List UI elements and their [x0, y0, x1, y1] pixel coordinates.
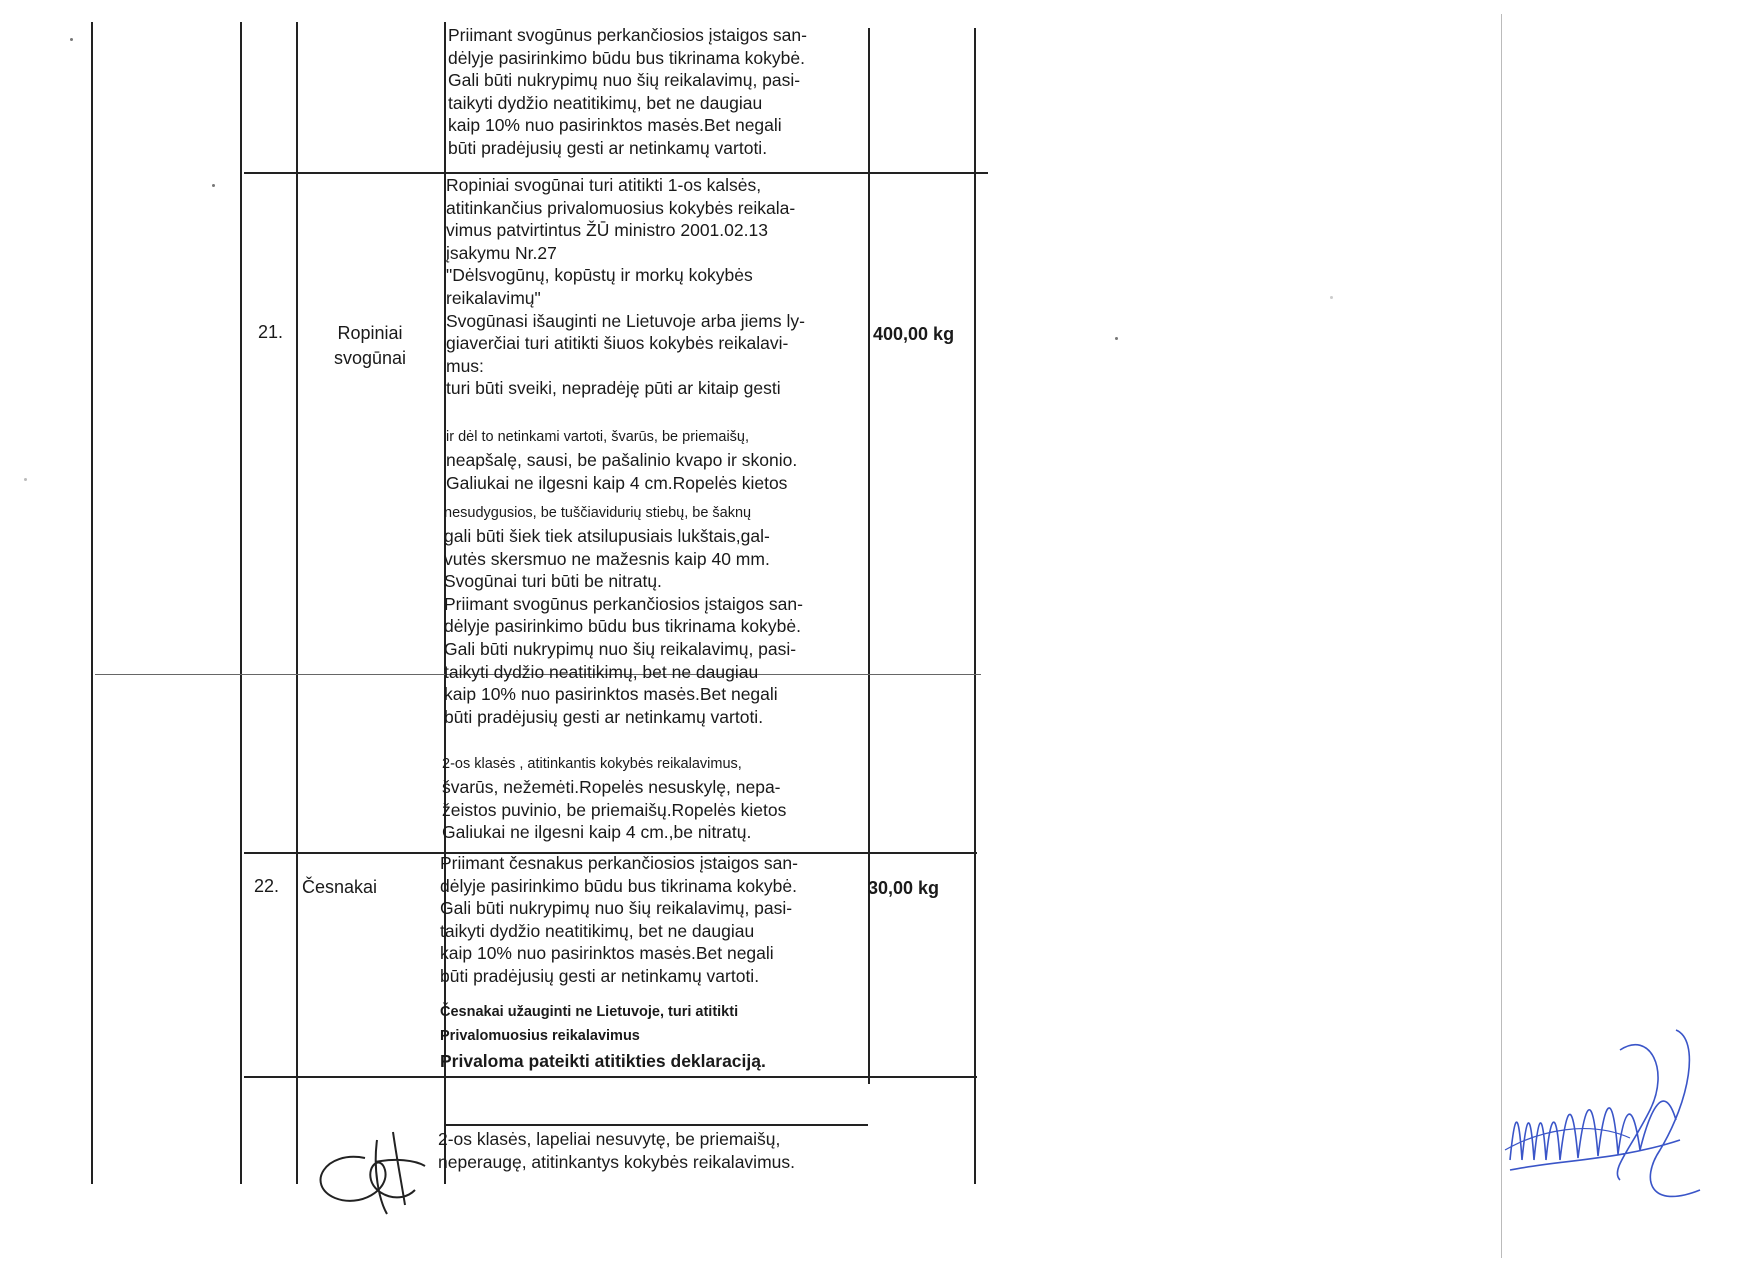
- table-border-left: [91, 22, 93, 1184]
- row-22-name: Česnakai: [302, 877, 378, 897]
- row-21-description-e: gali būti šiek tiek atsilupusiais lukštais,gal- vutės skersmuo ne mažesnis kaip 40 mm. Svogūnai turi būti be nitratų. Priimant svogūnus perkančiosios įstaigos san- dėlyje pasirinkimo būdu bus tikrinama kokybė. Gali būti nukrypimų nuo šių reikalavimų, pasi- taikyti dydžio neatitikimų, bet ne daugiau kaip 10% nuo pasirinktos masės.Bet negali būti pradėjusių gesti ar netinkamų vartoti.: [444, 526, 803, 727]
- scan-speck: [1330, 296, 1333, 299]
- column-divider-quantity: [868, 28, 870, 1084]
- row-21-description-c: neapšalę, sausi, be pašalinio kvapo ir skonio. Galiukai ne ilgesni kaip 4 cm.Ropelės kietos: [446, 450, 798, 493]
- row-21-name: Ropiniai svogūnai: [333, 323, 407, 368]
- row-22-description-b: Česnakai užauginti ne Lietuvoje, turi atitikti Privalomuosius reikalavimus: [440, 1004, 739, 1044]
- row-21-description-g: švarūs, nežemėti.Ropelės nesuskylę, nepa- žeistos puvinio, be priemaišų.Ropelės kietos Galiukai ne ilgesni kaip 4 cm.,be nitratų.: [442, 777, 787, 843]
- row-separator-bottom: [244, 1076, 977, 1078]
- row-22-number: 22.: [254, 876, 280, 896]
- signature-right: [1500, 1010, 1730, 1210]
- row-top-description: Priimant svogūnus perkančiosios įstaigos san- dėlyje pasirinkimo būdu bus tikrinama kokybė. Gali būti nukrypimų nuo šių reikalavimų, pasi- taikyti dydžio neatitikimų, bet ne daugiau kaip 10% nuo pasirinktos masės.Bet negali būti pradėjusių gesti ar netinkamų vartoti.: [448, 25, 807, 158]
- signature-left: [305, 1110, 445, 1220]
- column-divider-number: [240, 22, 242, 1184]
- row-22-description-a: Priimant česnakus perkančiosios įstaigos san- dėlyje pasirinkimo būdu bus tikrinama kokybė. Gali būti nukrypimų nuo šių reikalavimų, pasi- taikyti dydžio neatitikimų, bet ne daugiau kaip 10% nuo pasirinktos masės.Bet negali būti pradėjusių gesti ar netinkamų vartoti.: [440, 853, 798, 986]
- scan-speck: [70, 38, 73, 41]
- row-21-quantity: 400,00 kg: [873, 324, 955, 344]
- scan-speck: [24, 478, 27, 481]
- column-divider-name: [296, 22, 298, 1184]
- row-bottom-description: 2-os klasės, lapeliai nesuvytę, be priemaišų, neperaugę, atitinkantys kokybės reikalavimus.: [438, 1129, 795, 1172]
- scan-speck: [212, 184, 215, 187]
- row-21-description-b: ir dėl to netinkami vartoti, švarūs, be priemaišų,: [446, 429, 750, 445]
- scan-speck: [1115, 337, 1118, 340]
- row-21-description-f: 2-os klasės , atitinkantis kokybės reikalavimus,: [442, 756, 742, 772]
- row-21-description-d: nesudygusios, be tuščiavidurių stiebų, be šaknų: [444, 505, 752, 521]
- row-21-number: 21.: [258, 322, 284, 342]
- row-22-description-c: Privaloma pateikti atitikties deklaraciją.: [440, 1051, 766, 1071]
- table-border-right: [974, 28, 976, 1184]
- row-separator-last: [444, 1124, 868, 1126]
- row-22-quantity: 30,00 kg: [868, 878, 940, 898]
- row-21-description-a: Ropiniai svogūnai turi atitikti 1-os kalsės, atitinkančius privalomuosius kokybės reikala- vimus patvirtintus ŽŪ ministro 2001.02.13 įsakymu Nr.27 "Dėlsvogūnų, kopūstų ir morkų kokybės reikalavimų" Svogūnasi išauginti ne Lietuvoje arba jiems ly- giaverčiai turi atitikti šiuos kokybės reikalavi- mus: turi būti sveiki, nepradėję pūti ar kitaip gesti: [446, 175, 805, 399]
